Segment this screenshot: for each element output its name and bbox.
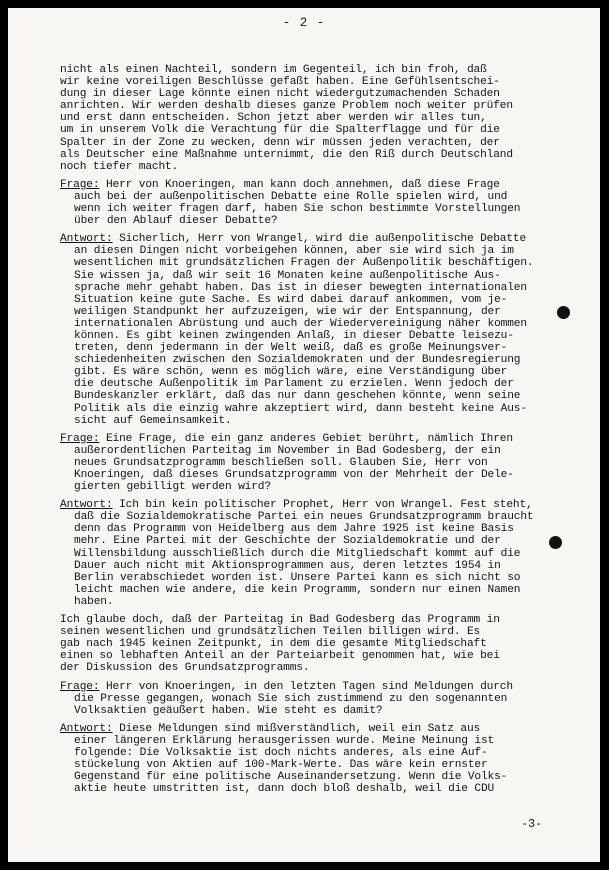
line-text: der Diskussion des Grundsatzprogramms. xyxy=(60,662,310,675)
line-text: leicht machen wie andere, die kein Programm, sondern nur einen Namen xyxy=(74,583,521,596)
line-text: außerordentlichen Parteitag im November in Bad Godesberg, der ein xyxy=(74,444,501,457)
line-text: anrichten. Wir werden deshalb dieses ganze Problem noch weiter prüfen xyxy=(60,100,513,113)
line-text: weiligen Standpunkt her aufzuzeigen, wie wir der Entspannung, der xyxy=(74,305,501,318)
line-text: können. Es gibt keinen zwingenden Anlaß, in dieser Debatte leisezu- xyxy=(74,329,514,342)
paragraph xyxy=(60,723,584,796)
text-line xyxy=(60,215,584,227)
line-text: Ich bin kein politischer Prophet, Herr von Wrangel. Fest steht, xyxy=(112,499,533,512)
text-line xyxy=(60,705,584,717)
line-text: sprache mehr gehabt haben. Das ist in dieser bewegten internationalen xyxy=(74,281,527,294)
text-line xyxy=(60,390,584,402)
text-line xyxy=(60,445,584,457)
text-line xyxy=(60,723,584,735)
text-line xyxy=(60,245,584,257)
speaker-label: Antwort: xyxy=(60,499,113,512)
text-line xyxy=(60,403,584,415)
text-line xyxy=(60,88,584,100)
text-line xyxy=(60,650,584,662)
text-line xyxy=(60,457,584,469)
text-line xyxy=(60,137,584,149)
line-text: Herr von Knoeringen, man kann doch annehmen, daß diese Frage xyxy=(99,178,500,191)
speaker-label: Frage: xyxy=(60,432,100,445)
text-line xyxy=(60,179,584,191)
paragraph xyxy=(60,499,584,608)
text-line xyxy=(60,626,584,638)
paragraph xyxy=(60,233,584,427)
text-line xyxy=(60,149,584,161)
line-text: wesentlichen mit grundsätzlichen Fragen der Außenpolitik beschäftigen. xyxy=(74,257,534,270)
document-body xyxy=(60,64,584,801)
text-line xyxy=(60,294,584,306)
line-text: gierten gebilligt werden wird? xyxy=(74,481,271,494)
text-line xyxy=(60,681,584,693)
text-line xyxy=(60,511,584,523)
text-line xyxy=(60,415,584,427)
ink-blot xyxy=(549,536,562,549)
line-text: Volksaktien geäußert haben. Wie steht es damit? xyxy=(74,704,383,717)
text-line xyxy=(60,662,584,674)
line-text: gibt. Es wäre schön, wenn es möglich wäre, eine Verständigung über xyxy=(74,366,508,379)
text-line xyxy=(60,535,584,547)
line-text: Situation keine gute Sache. Es wird dabei darauf ankommen, vom je- xyxy=(74,293,508,306)
line-text: einer längeren Erklärung herausgerissen wurde. Meine Meinung ist xyxy=(74,734,495,747)
paragraph xyxy=(60,433,584,493)
text-line xyxy=(60,330,584,342)
text-line xyxy=(60,161,584,173)
line-text: Eine Frage, die ein ganz anderes Gebiet berührt, nämlich Ihren xyxy=(99,432,513,445)
text-line xyxy=(60,191,584,203)
paragraph xyxy=(60,179,584,227)
line-text: aktie heute umstritten ist, dann doch bloß deshalb, weil die CDU xyxy=(74,783,495,796)
line-text: sicht auf Gemeinsamkeit. xyxy=(74,414,232,427)
text-line xyxy=(60,257,584,269)
text-line xyxy=(60,469,584,481)
line-text: mehr. Eine Partei mit der Geschichte der Sozialdemokratie und der xyxy=(74,535,501,548)
text-line xyxy=(60,282,584,294)
text-line xyxy=(60,366,584,378)
document-page xyxy=(8,8,600,862)
line-text: treten, denn jedermann in der Welt weiß, daß es große Meinungsver- xyxy=(74,342,508,355)
line-text: Knoeringen, daß dieses Grundsatzprogramm von der Mehrheit der Dele- xyxy=(74,469,514,481)
line-text: die Presse gegangen, wonach Sie sich zustimmend zu den sogenannten xyxy=(74,692,508,705)
text-line xyxy=(60,112,584,124)
line-text: Herr von Knoeringen, in den letzten Tagen sind Meldungen durch xyxy=(99,680,513,693)
text-line xyxy=(60,378,584,390)
line-text: noch tiefer macht. xyxy=(60,160,179,173)
speaker-label: Antwort: xyxy=(60,233,113,246)
text-line xyxy=(60,771,584,783)
line-text: auch bei der außenpolitischen Debatte eine Rolle spielen wird, und xyxy=(74,190,508,203)
text-line xyxy=(60,747,584,759)
speaker-label: Antwort: xyxy=(60,722,113,735)
paragraph xyxy=(60,64,584,173)
line-text: folgende: Die Volksaktie ist doch nichts anderes, als eine Auf- xyxy=(74,746,488,759)
text-line xyxy=(60,342,584,354)
text-line xyxy=(60,572,584,584)
line-text: Sicherlich, Herr von Wrangel, wird die außenpolitische Debatte xyxy=(112,233,527,246)
next-page-marker: -3- xyxy=(521,818,542,831)
text-line xyxy=(60,481,584,493)
text-line xyxy=(60,433,584,445)
speaker-label: Frage: xyxy=(60,680,100,693)
line-text: schiedenheiten zwischen den Sozialdemokraten und der Bundesregierung xyxy=(74,354,521,367)
line-text: Gegenstand für eine politische Auseinandersetzung. Wenn die Volks- xyxy=(74,771,508,784)
text-line xyxy=(60,76,584,88)
line-text: denn das Programm von Heidelberg aus dem Jahre 1925 ist keine Basis xyxy=(74,523,514,536)
line-text: wir keine voreiligen Beschlüsse gefaßt haben. Eine Gefühlsentschei- xyxy=(60,76,500,89)
text-line xyxy=(60,318,584,330)
line-text: die deutsche Außenpolitik im Parlament zu erzielen. Wenn jedoch der xyxy=(74,378,514,391)
text-line xyxy=(60,759,584,771)
paragraph xyxy=(60,681,584,717)
text-line xyxy=(60,354,584,366)
line-text: an diesen Dingen nicht vorbeigehen können, aber sie wird sich ja im xyxy=(74,245,514,258)
page-number: - 2 - xyxy=(282,16,326,30)
line-text: haben. xyxy=(74,595,114,608)
ink-blot xyxy=(557,306,570,319)
line-text: als Deutscher eine Maßnahme unternimmt, die den Riß durch Deutschland xyxy=(60,148,513,161)
line-text: Dauer auch nicht mit Aktionsprogrammen aus, deren letztes 1954 in xyxy=(74,559,501,572)
line-text: nicht als einen Nachteil, sondern im Gegenteil, ich bin froh, daß xyxy=(60,64,487,76)
line-text: seinen wesentlichen und grundsätzlichen Teilen billigen wird. Es xyxy=(60,626,481,639)
text-line xyxy=(60,735,584,747)
text-line xyxy=(60,306,584,318)
paragraph xyxy=(60,614,584,674)
line-text: neues Grundsatzprogramm beschließen soll. Glauben Sie, Herr von xyxy=(74,456,488,469)
line-text: Sie wissen ja, daß wir seit 16 Monaten keine außenpolitische Aus- xyxy=(74,269,501,282)
line-text: daß die Sozialdemokratische Partei ein neues Grundsatzprogramm braucht xyxy=(74,511,534,524)
text-line xyxy=(60,614,584,626)
line-text: und erst dann entscheiden. Schon jetzt aber werden wir alles tun, xyxy=(60,112,487,125)
text-line xyxy=(60,270,584,282)
line-text: gab nach 1945 keinen Zeitpunkt, in dem die gesamte Mitgliedschaft xyxy=(60,638,487,651)
text-line xyxy=(60,548,584,560)
line-text: Ich glaube doch, daß der Parteitag in Bad Godesberg das Programm in xyxy=(60,614,500,627)
line-text: internationalen Abrüstung und auch der Wiedervereinigung näher kommen xyxy=(74,317,527,330)
line-text: dung in dieser Lage könnte einen nicht wiedergutzumachenden Schaden xyxy=(60,88,500,101)
line-text: Willensbildung ausschließlich durch die Mitgliedschaft kommt auf die xyxy=(74,547,521,560)
line-text: Politik als die einzig wahre akzeptiert wird, dann besteht keine Aus- xyxy=(74,402,527,415)
text-line xyxy=(60,100,584,112)
line-text: Spalter in der Zone zu wecken, denn wir müssen jeden verachten, der xyxy=(60,136,500,149)
text-line xyxy=(60,783,584,795)
text-line xyxy=(60,693,584,705)
text-line xyxy=(60,233,584,245)
text-line xyxy=(60,124,584,136)
text-line xyxy=(60,64,584,76)
text-line xyxy=(60,523,584,535)
line-text: einen so lebhaften Anteil an der Parteiarbeit genommen hat, wie bei xyxy=(60,650,500,663)
line-text: Bundeskanzler erklärt, daß das nur dann geschehen könnte, wenn seine xyxy=(74,390,521,403)
text-line xyxy=(60,560,584,572)
line-text: über den Ablauf dieser Debatte? xyxy=(74,215,278,228)
text-line xyxy=(60,203,584,215)
line-text: Diese Meldungen sind mißverständlich, weil ein Satz aus xyxy=(112,722,481,735)
speaker-label: Frage: xyxy=(60,178,100,191)
line-text: wenn ich weiter fragen darf, haben Sie schon bestimmte Vorstellungen xyxy=(74,203,521,216)
line-text: stückelung von Aktien auf 100-Mark-Werte. Das wäre kein ernster xyxy=(74,759,488,772)
line-text: um in unserem Volk die Verachtung für die Spalterflagge und für die xyxy=(60,124,500,137)
line-text: Berlin verabschiedet worden ist. Unsere Partei kann es sich nicht so xyxy=(74,571,521,584)
text-line xyxy=(60,596,584,608)
text-line xyxy=(60,638,584,650)
text-line xyxy=(60,499,584,511)
text-line xyxy=(60,584,584,596)
